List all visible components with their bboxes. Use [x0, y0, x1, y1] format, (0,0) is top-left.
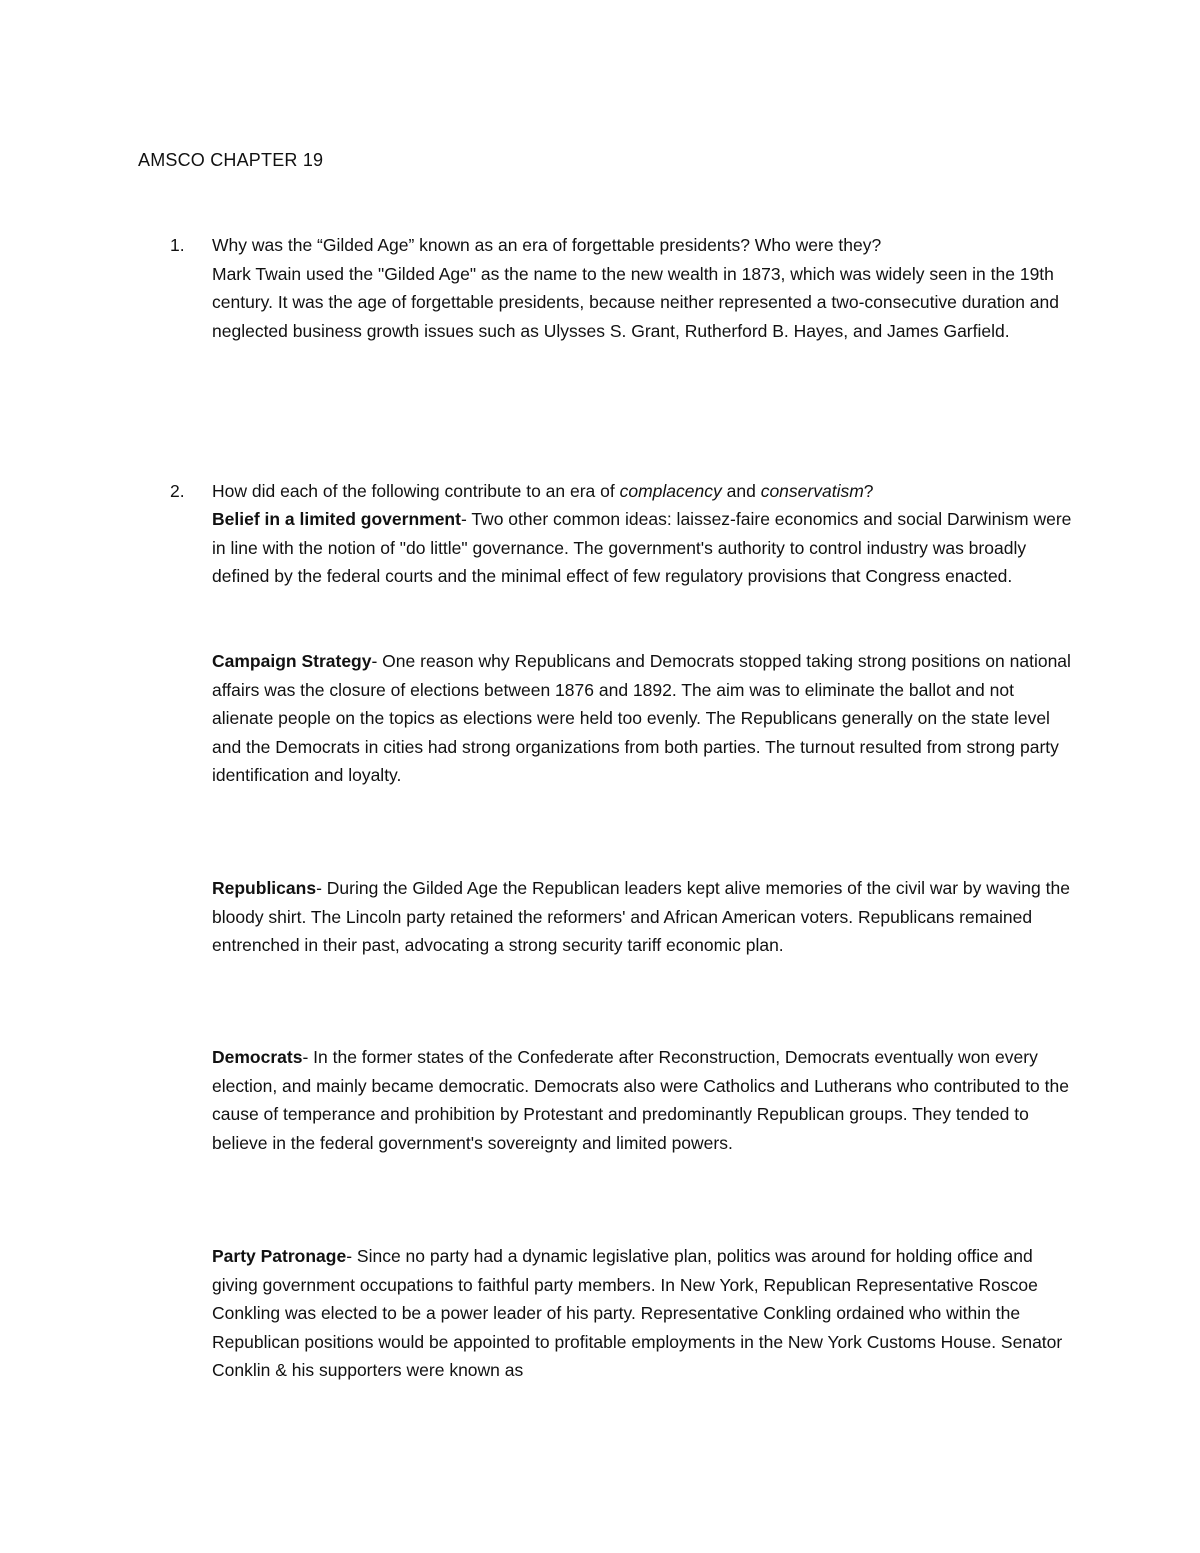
question-emphasis: conservatism: [760, 481, 864, 501]
entry-term: Democrats: [212, 1047, 303, 1067]
question-number: 2.: [170, 481, 185, 501]
question-text-part: How did each of the following contribute to an era of: [212, 481, 620, 501]
entry-limited-government: [212, 505, 1072, 591]
entry-term: Campaign Strategy: [212, 651, 372, 671]
question-1: [170, 231, 1070, 345]
question-number: 1.: [170, 235, 185, 255]
question-text: Why was the “Gilded Age” known as an era of forgettable presidents? Who were they?: [212, 235, 882, 255]
entry-text: - Two other common ideas: laissez-faire economics and social Darwinism were in line with the notion of "do little" governance. The government's authority to control industry was broadly defined by the federal courts and the minimal effect of few regulatory provisions that Congress enacted.: [212, 509, 1072, 587]
entry-text: - In the former states of the Confederate after Reconstruction, Democrats eventually won every election, and mainly became democratic. Democrats also were Catholics and Lutherans who contributed to the cause of temperance and prohibition by Protestant and predominantly Republican groups. They tended to believe in the federal government's sovereignty and limited powers.: [212, 1047, 1069, 1153]
entry-democrats: [212, 1043, 1072, 1157]
entry-text: - During the Gilded Age the Republican leaders kept alive memories of the civil war by waving the bloody shirt. The Lincoln party retained the reformers' and African American voters. Republicans remained entrenched in their past, advocating a strong security tariff economic plan.: [212, 878, 1070, 956]
question-answer: Mark Twain used the "Gilded Age" as the name to the new wealth in 1873, which was widely seen in the 19th century. It was the age of forgettable presidents, because neither represented a two-consecutive duration and neglected business growth issues such as Ulysses S. Grant, Rutherford B. Hayes, and James Garfield.: [212, 263, 1059, 341]
question-text-part: ?: [863, 481, 874, 501]
question-2: [170, 477, 1070, 506]
entry-term: Belief in a limited government: [212, 509, 461, 529]
entry-term: Republicans: [212, 878, 317, 898]
document-title: AMSCO CHAPTER 19: [138, 150, 324, 170]
question-body: [212, 477, 1070, 506]
question-emphasis: complacency: [619, 481, 722, 501]
question-text: [212, 477, 1070, 506]
entry-party-patronage: [212, 1242, 1072, 1385]
entry-term: Party Patronage: [212, 1246, 347, 1266]
entry-republicans: [212, 874, 1072, 960]
entry-campaign-strategy: [212, 647, 1072, 790]
entry-text: - Since no party had a dynamic legislative plan, politics was around for holding office and giving government occupations to faithful party members. In New York, Republican Representative Roscoe Conkling was elected to be a power leader of his party. Representative Conkling ordained who within the Republican positions would be appointed to profitable employments in the New York Customs House. Senator Conklin & his supporters were known as: [212, 1246, 1063, 1381]
question-text-part: and: [721, 481, 761, 501]
entry-text: - One reason why Republicans and Democrats stopped taking strong positions on national affairs was the closure of elections between 1876 and 1892. The aim was to eliminate the ballot and not alienate people on the topics as elections were held too evenly. The Republicans generally on the state level and the Democrats in cities had strong organizations from both parties. The turnout resulted from strong party identification and loyalty.: [212, 651, 1071, 786]
question-body: [212, 231, 1070, 345]
